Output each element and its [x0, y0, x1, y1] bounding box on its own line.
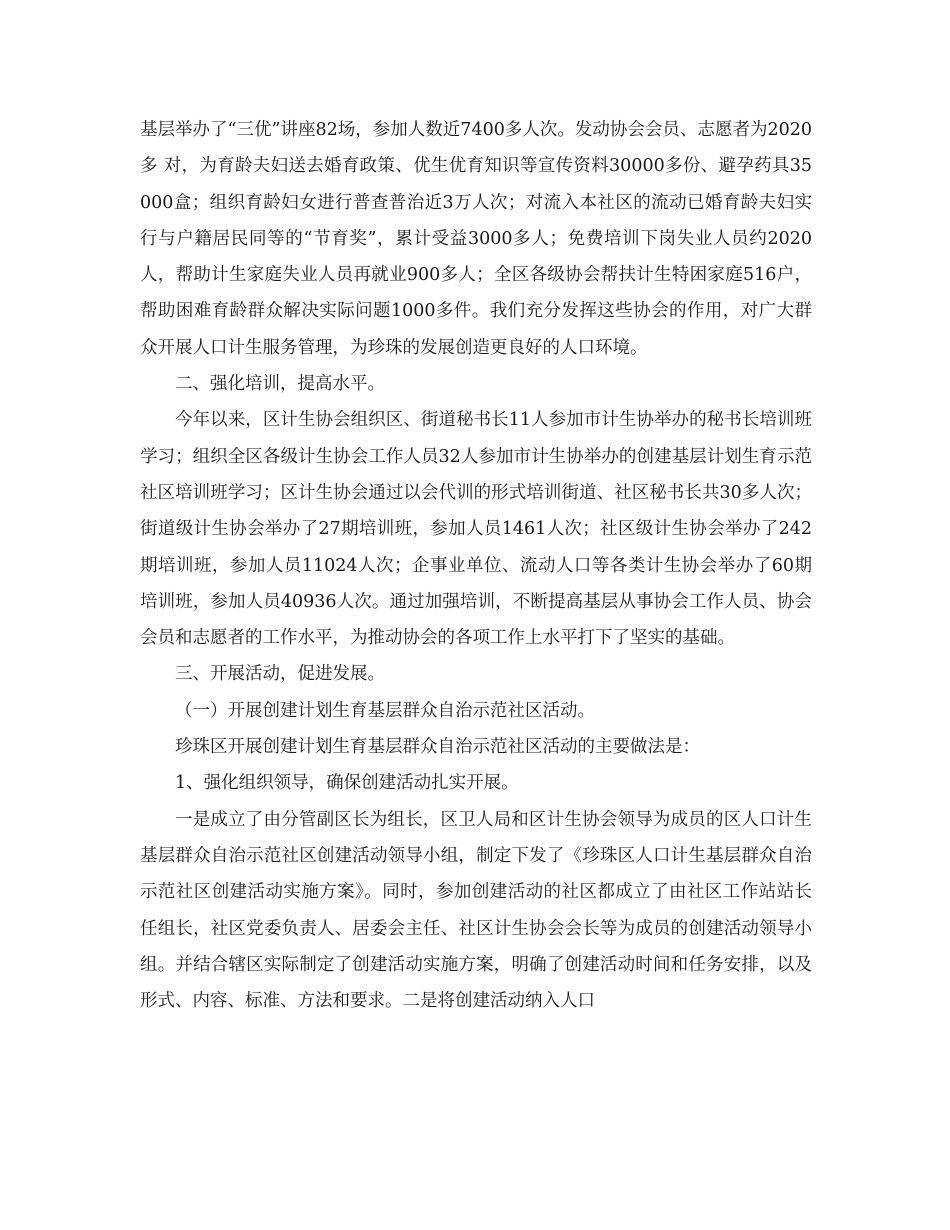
- document-body: [140, 112, 812, 1019]
- subsection-heading-demo-community: （一）开展创建计划生育基层群众自治示范社区活动。: [175, 700, 595, 721]
- item-heading-organization: 1、强化组织领导，确保创建活动扎实开展。: [175, 773, 519, 794]
- section-heading-training: 二、强化培训，提高水平。: [175, 374, 385, 395]
- section-heading-activities: 三、开展活动，促进发展。: [175, 664, 385, 685]
- paragraph-main-practices: 珍珠区开展创建计划生育基层群众自治示范社区活动的主要做法是：: [175, 737, 700, 758]
- paragraph-continuation: 基层举办了“三优”讲座82场，参加人数近7400多人次。发动协会会员、志愿者为2020多 对，为育龄夫妇送去婚育政策、优生优育知识等宣传资料30000多份、避孕药具35000盒；组织育龄妇女进行普查普治近3万人次；对流入本社区的流动已婚育龄夫妇实行与户籍居民同等的“节育奖”，累计受益3000多人；免费培训下岗失业人员约2020人，帮助计生家庭失业人员再就业900多人；全区各级协会帮扶计生特困家庭516户，帮助困难育龄群众解决实际问题1000多件。我们充分发挥这些协会的作用，对广大群众开展人口计生服务管理，为珍珠的发展创造更良好的人口环境。: [140, 120, 812, 358]
- paragraph-organization: 一是成立了由分管副区长为组长，区卫人局和区计生协会领导为成员的区人口计生基层群众自治示范社区创建活动领导小组，制定下发了《珍珠区人口计生基层群众自治示范社区创建活动实施方案》。同时，参加创建活动的社区都成立了由社区工作站站长任组长，社区党委负责人、居委会主任、社区计生协会会长等为成员的创建活动领导小组。并结合辖区实际制定了创建活动实施方案，明确了创建活动时间和任务安排，以及形式、内容、标准、方法和要求。二是将创建活动纳入人口: [140, 809, 812, 1012]
- paragraph-training: 今年以来，区计生协会组织区、街道秘书长11人参加市计生协举办的秘书长培训班学习；组织全区各级计生协会工作人员32人参加市计生协举办的创建基层计划生育示范社区培训班学习；区计生协会通过以会代训的形式培训街道、社区秘书长共30多人次；街道级计生协会举办了27期培训班，参加人员1461人次；社区级计生协会举办了242期培训班，参加人员11024人次；企事业单位、流动人口等各类计生协会举办了60期培训班，参加人员40936人次。通过加强培训，不断提高基层从事协会工作人员、协会会员和志愿者的工作水平，为推动协会的各项工作上水平打下了坚实的基础。: [140, 410, 812, 649]
